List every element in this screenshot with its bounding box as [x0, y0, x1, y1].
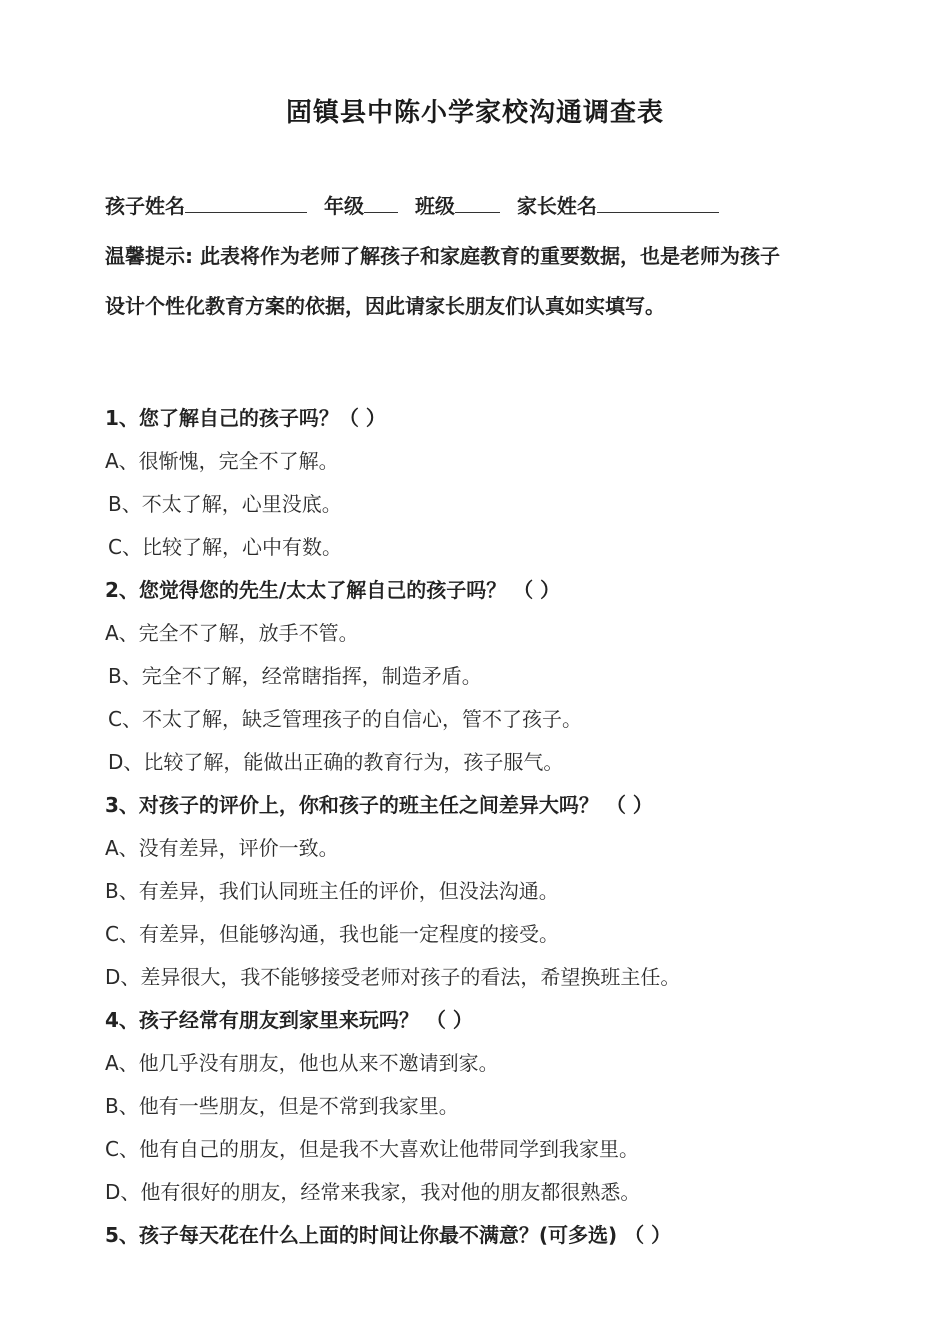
option: D、比较了解，能做出正确的教育行为，孩子服气。	[108, 750, 564, 774]
option: A、他几乎没有朋友，他也从来不邀请到家。	[105, 1051, 499, 1075]
option: D、他有很好的朋友，经常来我家，我对他的朋友都很熟悉。	[105, 1180, 641, 1204]
tip-line-2: 设计个性化教育方案的依据，因此请家长朋友们认真如实填写。	[105, 294, 665, 318]
grade-label: 年级	[323, 194, 364, 218]
option: B、有差异，我们认同班主任的评价，但没法沟通。	[105, 879, 559, 903]
option: C、有差异，但能够沟通，我也能一定程度的接受。	[105, 922, 559, 946]
option: B、不太了解，心里没底。	[108, 492, 342, 516]
option: A、很惭愧，完全不了解。	[105, 449, 339, 473]
class-label: 班级	[414, 194, 455, 218]
option: C、比较了解，心中有数。	[108, 535, 342, 559]
option: A、完全不了解，放手不管。	[105, 621, 359, 645]
question-5: 5、孩子每天花在什么上面的时间让你最不满意？(可多选) （ ）	[105, 1223, 672, 1247]
parent-name-label: 家长姓名	[516, 194, 597, 218]
parent-name-blank[interactable]	[597, 194, 719, 213]
student-info-row	[105, 190, 729, 219]
page-title: 固镇县中陈小学家校沟通调查表	[285, 98, 664, 128]
option: C、不太了解，缺乏管理孩子的自信心，管不了孩子。	[108, 707, 582, 731]
option: C、他有自己的朋友，但是我不大喜欢让他带同学到我家里。	[105, 1137, 639, 1161]
question-4: 4、孩子经常有朋友到家里来玩吗？ （ ）	[105, 1008, 473, 1032]
option: B、完全不了解，经常瞎指挥，制造矛盾。	[108, 664, 482, 688]
child-name-blank[interactable]	[185, 194, 307, 213]
class-blank[interactable]	[455, 194, 500, 213]
option: B、他有一些朋友，但是不常到我家里。	[105, 1094, 459, 1118]
tip-line-1: 温馨提示: 此表将作为老师了解孩子和家庭教育的重要数据，也是老师为孩子	[105, 244, 780, 268]
question-1: 1、您了解自己的孩子吗？（ ）	[105, 406, 386, 430]
grade-blank[interactable]	[364, 194, 398, 213]
question-2: 2、您觉得您的先生/太太了解自己的孩子吗？ （ ）	[105, 578, 561, 602]
question-3: 3、对孩子的评价上，你和孩子的班主任之间差异大吗？ （ ）	[105, 793, 653, 817]
child-name-label: 孩子姓名	[105, 194, 185, 218]
option: A、没有差异，评价一致。	[105, 836, 339, 860]
option: D、差异很大，我不能够接受老师对孩子的看法，希望换班主任。	[105, 965, 681, 989]
